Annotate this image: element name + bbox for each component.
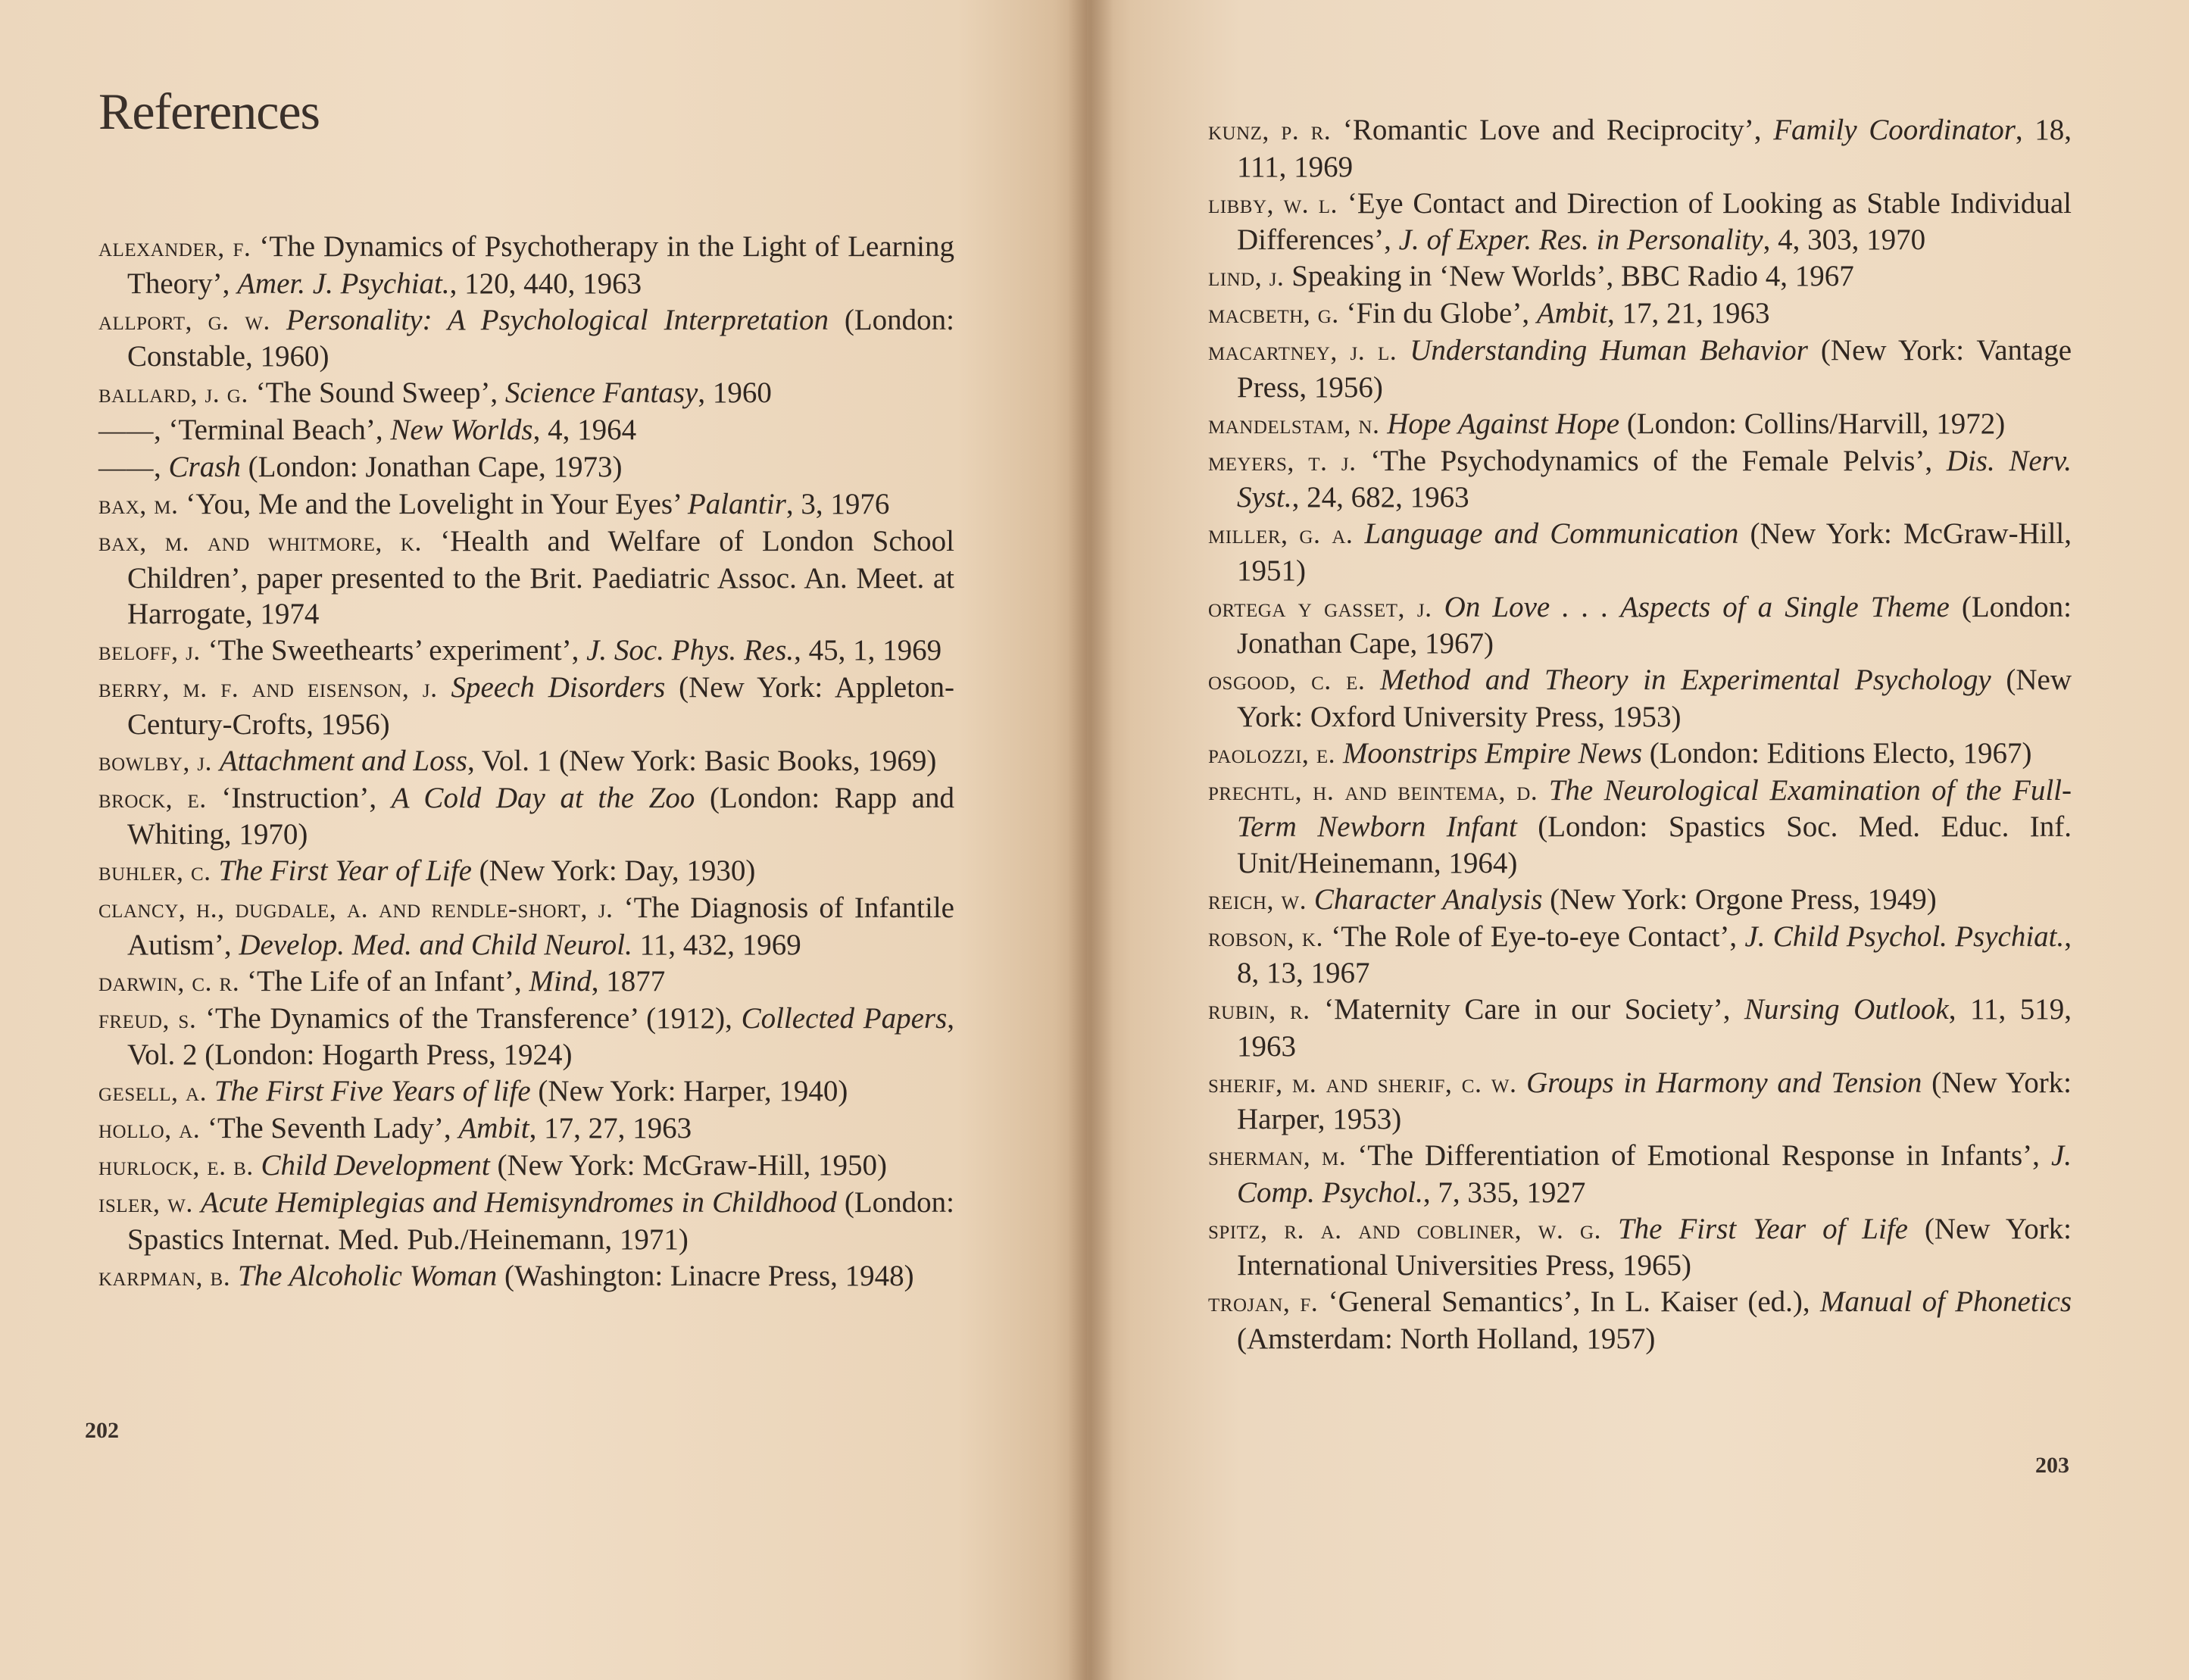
reference-title: The Neurological Examination of the Full-Term Newborn Infant: [1237, 773, 2072, 843]
reference-text: ,: [154, 451, 169, 483]
reference-text: [1335, 737, 1343, 770]
reference-entry: [98, 890, 954, 963]
reference-author: sherman, m.: [1208, 1141, 1347, 1171]
reference-author: ——: [98, 415, 154, 445]
reference-author: mandelstam, n.: [1208, 408, 1380, 439]
reference-entry: [1208, 919, 2072, 991]
reference-details: , 1960: [698, 376, 772, 409]
reference-entry: [98, 486, 954, 523]
right-reference-list: [1208, 112, 2072, 1357]
reference-title: The First Five Years of life: [214, 1075, 531, 1107]
reference-author: freud, s.: [98, 1003, 197, 1034]
reference-title: Method and Theory in Experimental Psychology: [1380, 664, 1991, 696]
reference-details: (New York: Appleton-Century-Crofts, 1956): [127, 671, 954, 741]
reference-details: , 4, 1964: [532, 414, 637, 446]
reference-title: Speech Disorders: [451, 671, 666, 704]
reference-title: Groups in Harmony and Tension: [1526, 1066, 1922, 1099]
reference-text: ‘Romantic Love and Reciprocity’,: [1331, 114, 1774, 146]
reference-text: [1432, 591, 1444, 623]
reference-text: ‘The Seventh Lady’,: [200, 1112, 459, 1144]
reference-entry: [98, 412, 954, 449]
reference-text: ‘General Semantics’, In L. Kaiser (ed.),: [1318, 1285, 1820, 1318]
reference-text: [1307, 883, 1314, 916]
reference-author: kunz, p. r.: [1208, 115, 1332, 145]
reference-entry: [98, 302, 954, 375]
reference-details: , 7, 335, 1927: [1422, 1176, 1586, 1209]
reference-author: bax, m.: [98, 489, 179, 520]
reference-author: berry, m. f. and eisenson, j.: [98, 673, 438, 703]
reference-title: J. of Exper. Res. in Personality: [1398, 223, 1763, 256]
reference-entry: [1208, 1138, 2072, 1210]
reference-text: ‘The Sound Sweep’,: [248, 376, 505, 409]
reference-details: (London: Collins/Harvill, 1972): [1619, 407, 2006, 440]
reference-text: [1397, 334, 1410, 367]
left-page: [0, 0, 1087, 1680]
reference-entry: [1208, 112, 2072, 185]
reference-details: , 8, 13, 1967: [1237, 920, 2072, 989]
reference-details: (New York: Orgone Press, 1949): [1542, 882, 1937, 916]
reference-author: allport, g. w.: [98, 304, 270, 336]
reference-author: meyers, t. j.: [1208, 445, 1357, 476]
reference-text: ‘The Role of Eye-to-eye Contact’,: [1322, 920, 1745, 953]
reference-author: buhler, c.: [98, 856, 211, 886]
reference-details: (London: Editions Electo, 1967): [1642, 736, 2032, 770]
reference-title: Language and Communication: [1364, 517, 1739, 550]
reference-title: Crash: [168, 451, 241, 483]
reference-title: The First Year of Life: [1617, 1212, 1908, 1245]
reference-text: ‘The Dynamics of the Transference’ (1912),: [196, 1001, 742, 1035]
reference-author: libby, w. l.: [1208, 188, 1338, 219]
reference-author: karpman, b.: [98, 1260, 231, 1291]
reference-entry: [1208, 1065, 2072, 1138]
reference-author: clancy, h., dugdale, a. and rendle-short, j.: [98, 893, 614, 923]
reference-entry: [98, 1185, 954, 1257]
reference-title: Mind: [529, 964, 592, 998]
reference-title: New Worlds: [390, 414, 533, 446]
reference-title: The Alcoholic Woman: [237, 1259, 498, 1292]
reference-text: [1353, 517, 1364, 550]
reference-entry: [1208, 516, 2072, 589]
reference-entry: [1208, 443, 2072, 516]
reference-title: Child Development: [261, 1149, 490, 1182]
reference-text: [270, 304, 286, 336]
reference-text: ‘The Diagnosis of Infantile Autism’,: [127, 892, 954, 961]
reference-author: macartney, j. l.: [1208, 336, 1397, 366]
reference-author: prechtl, h. and beintema, d.: [1208, 775, 1538, 806]
reference-entry: [1208, 662, 2072, 735]
reference-text: ‘Eye Contact and Direction of Looking as Stable Individual Differences’,: [1237, 186, 2072, 256]
reference-entry: [98, 780, 954, 853]
reference-title: J. Comp. Psychol.: [1237, 1139, 2072, 1209]
reference-title: Manual of Phonetics: [1819, 1285, 2072, 1318]
reference-text: ‘The Psychodynamics of the Female Pelvis’,: [1356, 444, 1947, 477]
reference-title: Moonstrips Empire News: [1342, 736, 1643, 770]
reference-title: Acute Hemiplegias and Hemisyndromes in Childhood: [201, 1186, 837, 1219]
reference-text: [1601, 1213, 1618, 1245]
reference-entry: [98, 1001, 954, 1073]
reference-details: (New York: McGraw-Hill, 1950): [489, 1149, 888, 1182]
page-number-right: 203: [2035, 1453, 2069, 1478]
reference-author: isler, w.: [98, 1188, 193, 1218]
reference-entry: [98, 853, 954, 890]
reference-title: Personality: A Psychological Interpretation: [286, 303, 829, 336]
reference-entry: [1208, 258, 2072, 295]
reference-entry: [98, 1073, 954, 1110]
reference-text: [230, 1260, 238, 1292]
reference-text: ‘Instruction’,: [206, 781, 392, 814]
reference-author: hollo, a.: [98, 1113, 201, 1144]
reference-entry: [1208, 295, 2072, 333]
reference-author: rubin, r.: [1208, 995, 1310, 1025]
reference-entry: [98, 670, 954, 742]
reference-author: reich, w.: [1208, 884, 1307, 915]
reference-author: lind, j.: [1208, 261, 1285, 292]
reference-entry: [1208, 773, 2072, 882]
reference-text: ‘The Differentiation of Emotional Response in Infants’,: [1346, 1139, 2051, 1172]
reference-details: , 1877: [591, 964, 666, 998]
reference-entry: [98, 375, 954, 412]
reference-entry: [98, 1258, 954, 1295]
reference-details: 11, 432, 1969: [632, 928, 801, 961]
reference-text: ‘Fin du Globe’,: [1338, 297, 1537, 329]
reference-details: , 11, 519, 1963: [1237, 993, 2072, 1063]
reference-author: bowlby, j.: [98, 745, 213, 776]
reference-text: ‘Maternity Care in our Society’,: [1310, 993, 1744, 1026]
reference-title: A Cold Day at the Zoo: [391, 781, 695, 814]
reference-title: Palantir: [687, 488, 786, 520]
reference-title: Attachment and Loss: [219, 744, 467, 777]
reference-details: (New York: Harper, 1940): [530, 1075, 848, 1107]
reference-entry: [1208, 1284, 2072, 1357]
reference-details: (London: Constable, 1960): [127, 303, 954, 373]
reference-text: [211, 854, 219, 887]
reference-title: Dis. Nerv. Syst.: [1237, 444, 2072, 514]
reference-entry: [98, 743, 954, 780]
reference-author: miller, g. a.: [1208, 519, 1354, 549]
reference-text: ‘The Sweethearts’ experiment’,: [200, 634, 587, 667]
left-reference-list: [98, 229, 954, 1295]
reference-author: robson, k.: [1208, 921, 1323, 952]
reference-details: , Vol. 2 (London: Hogarth Press, 1924): [127, 1001, 954, 1071]
reference-entry: [1208, 991, 2072, 1064]
reference-details: (Amsterdam: North Holland, 1957): [1237, 1322, 1656, 1355]
reference-title: Collected Papers: [741, 1001, 948, 1035]
reference-entry: [1208, 186, 2072, 258]
reference-entry: [98, 229, 954, 301]
reference-entry: [1208, 406, 2072, 443]
reference-title: J. Child Psychol. Psychiat.: [1744, 920, 2065, 953]
reference-text: [254, 1149, 261, 1182]
reference-title: Amer. J. Psychiat.: [237, 267, 450, 300]
reference-text: [1379, 408, 1387, 440]
reference-author: ortega y gasset, j.: [1208, 592, 1432, 623]
reference-details: (Washington: Linacre Press, 1948): [497, 1259, 914, 1292]
reference-title: Hope Against Hope: [1387, 407, 1620, 440]
reference-text: [212, 745, 220, 777]
reference-details: , 18, 111, 1969: [1237, 114, 2072, 183]
reference-entry: [98, 523, 954, 632]
reference-title: Science Fantasy: [504, 376, 698, 409]
reference-text: ‘The Dynamics of Psychotherapy in the Light of Learning Theory’,: [127, 230, 954, 300]
reference-details: , 120, 440, 1963: [449, 267, 642, 300]
reference-author: darwin, c. r.: [98, 966, 240, 997]
reference-entry: [1208, 882, 2072, 919]
reference-details: (New York: International Universities Press, 1965): [1237, 1212, 2072, 1282]
reference-entry: [1208, 1211, 2072, 1284]
reference-entry: [98, 1148, 954, 1185]
reference-title: Ambit: [458, 1112, 529, 1144]
reference-title: Family Coordinator: [1773, 114, 2016, 146]
reference-author: alexander, f.: [98, 232, 251, 262]
reference-details: (London: Jonathan Cape, 1973): [240, 451, 623, 483]
reference-details: (New York: Vantage Press, 1956): [1237, 334, 2072, 404]
reference-entry: [98, 632, 954, 670]
reference-author: gesell, a.: [98, 1076, 208, 1107]
reference-details: (New York: Harper, 1953): [1237, 1066, 2072, 1135]
reference-text: ‘You, Me and the Lovelight in Your Eyes’: [178, 488, 688, 520]
reference-title: Develop. Med. and Child Neurol.: [239, 928, 632, 961]
reference-title: Character Analysis: [1313, 882, 1543, 916]
reference-entry: [1208, 333, 2072, 405]
reference-author: trojan, f.: [1208, 1287, 1319, 1317]
page-title: References: [98, 83, 320, 140]
reference-details: (New York: McGraw-Hill, 1951): [1237, 517, 2072, 587]
reference-title: Nursing Outlook: [1744, 993, 1949, 1026]
reference-details: (New York: Day, 1930): [471, 854, 756, 887]
reference-author: spitz, r. a. and cobliner, w. g.: [1208, 1213, 1602, 1244]
reference-entry: [1208, 589, 2072, 662]
reference-details: (London: Rapp and Whiting, 1970): [127, 781, 955, 851]
reference-title: Understanding Human Behavior: [1410, 334, 1808, 367]
reference-details: , 4, 303, 1970: [1763, 223, 1926, 256]
reference-author: ballard, j. g.: [98, 378, 248, 408]
reference-title: On Love . . . Aspects of a Single Theme: [1444, 590, 1950, 623]
reference-text: ‘Health and Welfare of London School Children’, paper presented to the Brit. Paediatric Assoc. An. Meet. at Harrogate, 1974: [127, 525, 954, 630]
reference-author: osgood, c. e.: [1208, 665, 1366, 695]
reference-text: [1365, 664, 1380, 696]
reference-text: [1538, 774, 1548, 807]
reference-entry: [1208, 735, 2072, 773]
reference-title: The First Year of Life: [218, 854, 472, 887]
reference-author: bax, m. and whitmore, k.: [98, 526, 422, 557]
page-number-left: 202: [85, 1418, 119, 1443]
reference-text: [438, 671, 451, 704]
reference-author: brock, e.: [98, 782, 207, 813]
reference-details: , 24, 682, 1963: [1291, 481, 1469, 514]
reference-details: , 45, 1, 1969: [794, 634, 942, 667]
reference-details: , 17, 21, 1963: [1607, 297, 1770, 329]
reference-author: macbeth, g.: [1208, 298, 1339, 329]
reference-details: , Vol. 1 (New York: Basic Books, 1969): [467, 744, 937, 777]
reference-text: [1516, 1066, 1526, 1099]
reference-details: (New York: Oxford University Press, 1953): [1237, 664, 2072, 733]
reference-details: (London: Jonathan Cape, 1967): [1237, 590, 2072, 660]
reference-entry: [98, 1110, 954, 1148]
reference-title: J. Soc. Phys. Res.: [586, 634, 795, 667]
reference-author: hurlock, e. b.: [98, 1151, 254, 1181]
reference-entry: [98, 449, 954, 486]
right-page: [1087, 0, 2189, 1680]
reference-details: , 17, 27, 1963: [529, 1112, 692, 1144]
reference-author: paolozzi, e.: [1208, 738, 1336, 769]
reference-text: [207, 1075, 214, 1107]
reference-author: ——: [98, 452, 154, 482]
reference-text: , ‘Terminal Beach’,: [154, 414, 391, 446]
reference-details: (London: Spastics Internat. Med. Pub./Heinemann, 1971): [127, 1186, 955, 1256]
reference-entry: [98, 963, 954, 1001]
reference-author: beloff, j.: [98, 635, 201, 666]
reference-author: sherif, m. and sherif, c. w.: [1208, 1067, 1517, 1098]
reference-text: ‘The Life of an Infant’,: [239, 964, 529, 998]
reference-details: , 3, 1976: [785, 488, 890, 520]
reference-text: Speaking in ‘New Worlds’, BBC Radio 4, 1967: [1284, 260, 1854, 292]
reference-text: [193, 1186, 201, 1219]
reference-title: Ambit: [1536, 297, 1608, 329]
reference-details: (London: Spastics Soc. Med. Educ. Inf. Unit/Heinemann, 1964): [1237, 810, 2072, 879]
